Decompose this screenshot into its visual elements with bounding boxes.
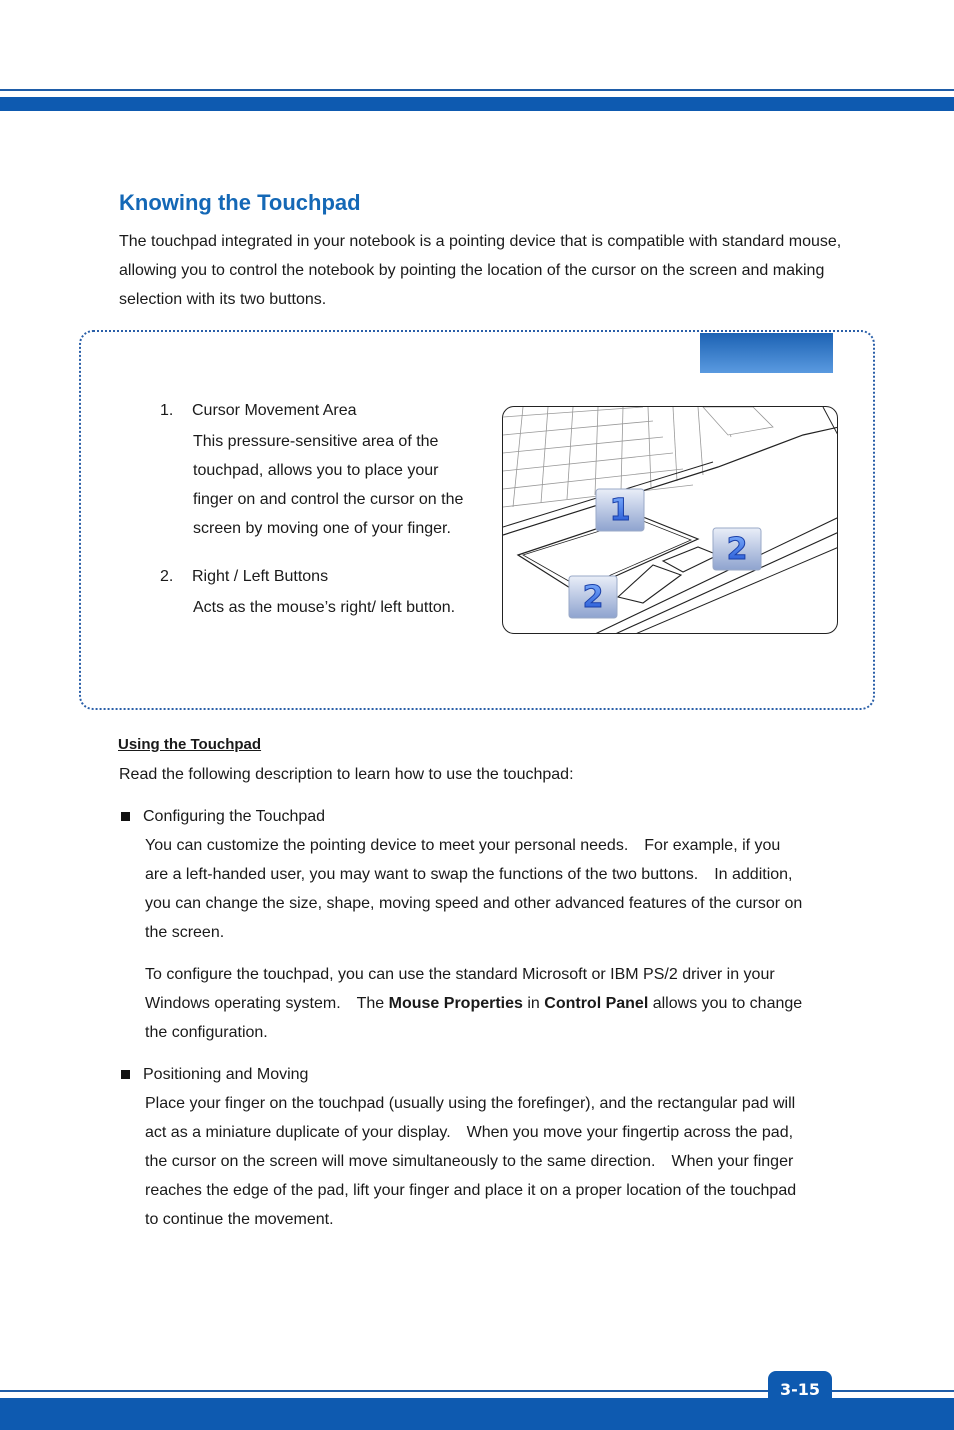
text-run: in: [522, 995, 545, 1012]
item-title-cursor-area: Cursor Movement Area: [192, 402, 357, 419]
callout-2-right: [713, 528, 761, 570]
text-line: To configure the touchpad, you can use the standard Microsoft or IBM PS/2 driver in your: [145, 966, 775, 983]
positioning-paragraph: [145, 1089, 865, 1234]
figure-box-tab: [700, 333, 833, 373]
text-line: Place your finger on the touchpad (usually using the forefinger), and the rectangular pad will: [145, 1095, 796, 1112]
page-title: Knowing the Touchpad: [119, 190, 361, 215]
desc-line: This pressure-sensitive area of the: [193, 433, 439, 450]
header-rule-thin: [0, 89, 954, 91]
text-line: to continue the movement.: [145, 1211, 334, 1228]
text-line: reaches the edge of the pad, lift your finger and place it on a proper location of the touchpad: [145, 1182, 797, 1199]
item-number-2: 2.: [160, 568, 174, 585]
callout-label: 1: [609, 493, 631, 528]
text-line: the configuration.: [145, 1024, 268, 1041]
using-intro: Read the following description to learn how to use the touchpad:: [119, 766, 574, 783]
touchpad-illustration: [502, 406, 838, 634]
control-panel-term: Control Panel: [544, 995, 649, 1012]
item-desc-cursor-area: [193, 427, 493, 543]
text-run: allows you to change: [648, 995, 803, 1012]
touchpad-drawing: [503, 407, 838, 634]
item-number-1: 1.: [160, 402, 174, 419]
configuring-heading: Configuring the Touchpad: [143, 808, 326, 825]
text-run: Windows operating system. The: [145, 995, 389, 1012]
intro-paragraph: The touchpad integrated in your notebook is a pointing device that is compatible with standard mouse, allowing you to control the notebook by pointing the location of the cursor on the screen and making selection with its two buttons.: [119, 233, 842, 308]
text-line: the screen.: [145, 924, 225, 941]
text-line: the cursor on the screen will move simultaneously to the same direction. When your finger: [145, 1153, 794, 1170]
text-line: You can customize the pointing device to meet your personal needs. For example, if you: [145, 837, 781, 854]
text-line: are a left-handed user, you may want to swap the functions of the two buttons. In addition,: [145, 866, 793, 883]
configuring-paragraph-1: [145, 831, 865, 947]
mouse-properties-term: Mouse Properties: [388, 995, 523, 1012]
page-number: 3-15: [768, 1371, 832, 1407]
text-line: act as a miniature duplicate of your display. When you move your fingertip across the pad,: [145, 1124, 794, 1141]
desc-line: screen by moving one of your finger.: [193, 520, 451, 537]
callout-label: 2: [726, 532, 748, 567]
callout-1: [596, 489, 644, 531]
item-title-buttons: Right / Left Buttons: [192, 568, 329, 585]
header-rule-thick: [0, 97, 954, 111]
callout-label: 2: [582, 580, 604, 615]
configuring-paragraph-2: [145, 960, 865, 1047]
bullet-square-icon: [121, 812, 130, 821]
text-line: you can change the size, shape, moving speed and other advanced features of the cursor on: [145, 895, 803, 912]
desc-line: finger on and control the cursor on the: [193, 491, 464, 508]
subsection-title: Using the Touchpad: [118, 736, 262, 753]
positioning-heading: Positioning and Moving: [143, 1066, 309, 1083]
callout-2-left: [569, 576, 617, 618]
desc-line: touchpad, allows you to place your: [193, 462, 439, 479]
bullet-square-icon: [121, 1070, 130, 1079]
item-desc-buttons: [193, 593, 493, 622]
desc-line: Acts as the mouse’s right/ left button.: [193, 599, 456, 616]
text-line-mixed: [145, 989, 865, 1018]
